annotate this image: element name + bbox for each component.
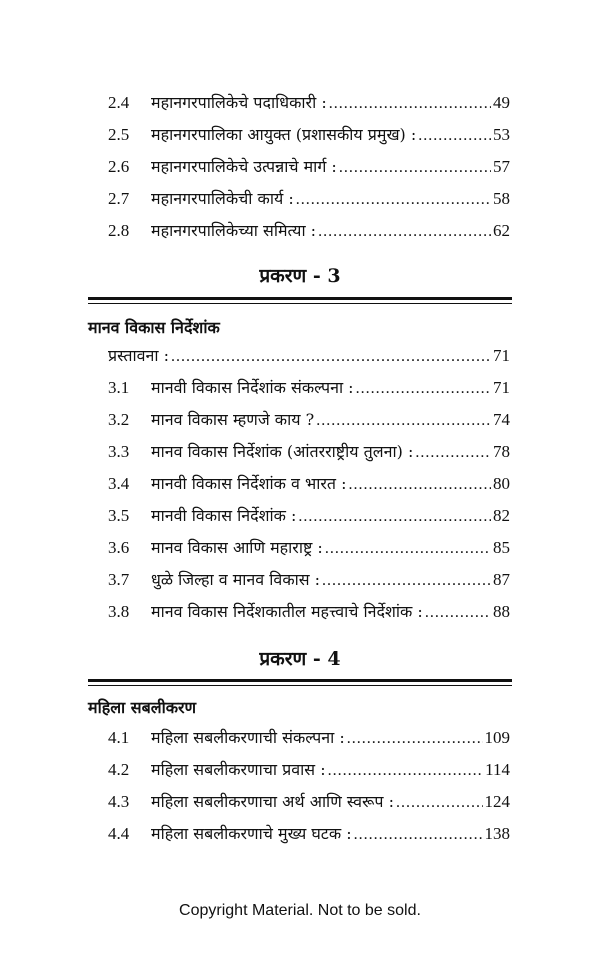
dot-leader [171,344,491,370]
entry-page: 85 [493,538,510,557]
entry-title: महिला सबलीकरणाची संकल्पना : [151,728,345,747]
dot-leader [316,408,491,434]
entry-title: मानवी विकास निर्देशांक संकल्पना : [151,378,354,397]
entry-number: 3.3 [108,442,130,461]
toc-entry-2-4 [108,90,510,116]
toc-entry-4-4 [108,821,510,847]
chapter-3-heading: प्रकरण - 3 [259,265,341,287]
entry-number: 4.4 [108,824,130,843]
entry-page: 124 [484,792,510,811]
entry-title: मानव विकास निर्देशांक (आंतरराष्ट्रीय तुलना) : [151,442,414,461]
toc-entry-4-1 [108,725,510,751]
entry-page: 82 [493,506,510,525]
entry-number: 2.7 [108,189,130,208]
entry-number: 2.5 [108,125,130,144]
dot-leader [347,726,483,752]
entry-title: मानवी विकास निर्देशांक : [151,506,297,525]
entry-number: 2.8 [108,221,130,240]
entry-page: 87 [493,570,510,589]
toc-entry-3-6 [108,535,510,561]
entry-number: 4.3 [108,792,130,811]
toc-entry-3-5 [108,503,510,529]
dot-leader [354,822,483,848]
toc-entry-3-1 [108,375,510,401]
entry-page: 74 [493,410,510,429]
entry-title: महानगरपालिकेचे पदाधिकारी : [151,93,327,112]
entry-title: महिला सबलीकरणाचा प्रवास : [151,760,326,779]
entry-title: मानवी विकास निर्देशांक व भारत : [151,474,347,493]
entry-title: धुळे जिल्हा व मानव विकास : [151,570,321,589]
dot-leader [418,123,491,149]
toc-entry-3-2 [108,407,510,433]
toc-entry-3-3 [108,439,510,465]
dot-leader [415,440,491,466]
chapter-4-title: महिला सबलीकरण [88,698,197,717]
entry-number: 3.8 [108,602,130,621]
dot-leader [339,155,491,181]
entry-number: 3.4 [108,474,130,493]
dot-leader [396,790,483,816]
chapter-3-rule-thick [88,297,512,300]
toc-entry-4-3 [108,789,510,815]
entry-page: 57 [493,157,510,176]
toc-entry-2-8 [108,218,510,244]
toc-entry-2-7 [108,186,510,212]
toc-entry-4-2 [108,757,510,783]
dot-leader [349,472,491,498]
entry-number: 3.5 [108,506,130,525]
entry-number: 3.2 [108,410,130,429]
entry-number: 3.1 [108,378,130,397]
entry-page: 78 [493,442,510,461]
toc-entry-3-4 [108,471,510,497]
entry-title: प्रस्तावना : [108,346,169,365]
toc-entry-2-6 [108,154,510,180]
entry-title: महानगरपालिकेचे उत्पन्नाचे मार्ग : [151,157,337,176]
entry-page: 80 [493,474,510,493]
entry-title: मानव विकास म्हणजे काय ? [151,410,315,429]
entry-page: 138 [484,824,510,843]
dot-leader [329,91,491,117]
entry-title: महानगरपालिकेची कार्य : [151,189,294,208]
dot-leader [318,219,491,245]
entry-page: 109 [484,728,510,747]
entry-title: मानव विकास निर्देशकातील महत्त्वाचे निर्देशांक : [151,602,423,621]
entry-page: 62 [493,221,510,240]
entry-page: 71 [493,378,510,397]
toc-entry-3-8 [108,599,510,625]
chapter-4-rule-thin [88,685,512,686]
chapter-3-rule-thin [88,303,512,304]
toc-entry-2-5 [108,122,510,148]
entry-number: 4.2 [108,760,130,779]
entry-page: 88 [493,602,510,621]
toc-entry-3-7 [108,567,510,593]
dot-leader [322,568,491,594]
chapter-4-heading: प्रकरण - 4 [259,648,341,670]
chapter-3-title: मानव विकास निर्देशांक [88,318,220,337]
dot-leader [296,187,491,213]
entry-number: 4.1 [108,728,130,747]
dot-leader [425,600,491,626]
entry-number: 2.4 [108,93,130,112]
entry-page: 49 [493,93,510,112]
dot-leader [325,536,491,562]
entry-number: 3.6 [108,538,130,557]
entry-title: महिला सबलीकरणाचे मुख्य घटक : [151,824,352,843]
entry-page: 114 [485,760,510,779]
dot-leader [328,758,484,784]
entry-title: महानगरपालिका आयुक्त (प्रशासकीय प्रमुख) : [151,125,417,144]
entry-title: महानगरपालिकेच्या समित्या : [151,221,317,240]
entry-page: 71 [493,346,510,365]
entry-number: 2.6 [108,157,130,176]
entry-number: 3.7 [108,570,130,589]
copyright-footer: Copyright Material. Not to be sold. [179,902,421,919]
entry-page: 53 [493,125,510,144]
entry-title: महिला सबलीकरणाचा अर्थ आणि स्वरूप : [151,792,394,811]
dot-leader [298,504,491,530]
dot-leader [356,376,491,402]
chapter-4-rule-thick [88,679,512,682]
toc-entry-3-intro [108,343,510,369]
entry-title: मानव विकास आणि महाराष्ट्र : [151,538,323,557]
entry-page: 58 [493,189,510,208]
